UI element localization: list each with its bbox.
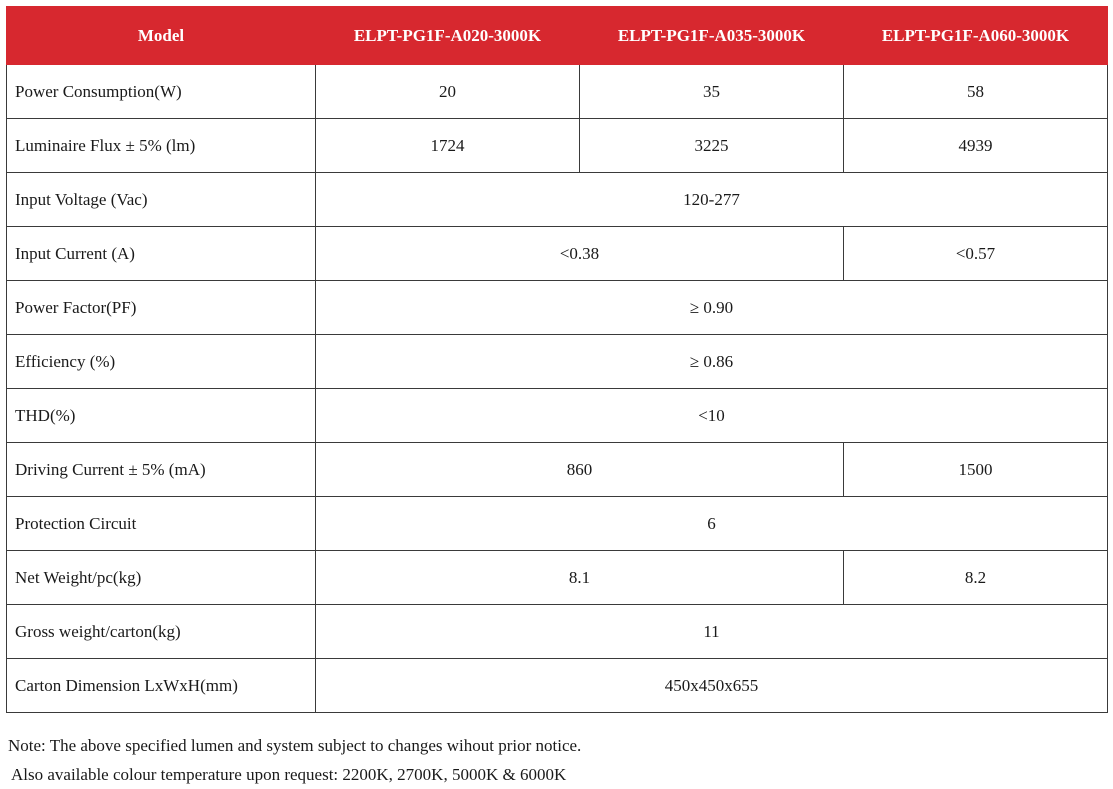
cell-value: 860 (316, 443, 844, 497)
row-label-input-voltage: Input Voltage (Vac) (7, 173, 316, 227)
row-label-carton-dimension: Carton Dimension LxWxH(mm) (7, 659, 316, 713)
table-row (7, 659, 1108, 713)
model-header: Model (7, 7, 316, 65)
row-label-power-consumption: Power Consumption(W) (7, 65, 316, 119)
notes (8, 731, 581, 789)
cell-value: <0.38 (316, 227, 844, 281)
table-row (7, 119, 1108, 173)
cell-value: 450x450x655 (316, 659, 1108, 713)
cell-value: 6 (316, 497, 1108, 551)
cell-value: 8.2 (844, 551, 1108, 605)
row-label-net-weight: Net Weight/pc(kg) (7, 551, 316, 605)
row-label-efficiency: Efficiency (%) (7, 335, 316, 389)
row-label-power-factor: Power Factor(PF) (7, 281, 316, 335)
cell-value: 58 (844, 65, 1108, 119)
row-label-gross-weight: Gross weight/carton(kg) (7, 605, 316, 659)
cell-value: 35 (580, 65, 844, 119)
cell-value: 3225 (580, 119, 844, 173)
table-body (7, 65, 1108, 713)
table-row (7, 227, 1108, 281)
table-row (7, 551, 1108, 605)
row-label-input-current: Input Current (A) (7, 227, 316, 281)
cell-value: 1500 (844, 443, 1108, 497)
table-row (7, 335, 1108, 389)
table-row (7, 497, 1108, 551)
cell-value: <10 (316, 389, 1108, 443)
table-row (7, 605, 1108, 659)
cell-value: <0.57 (844, 227, 1108, 281)
cell-value: ≥ 0.86 (316, 335, 1108, 389)
spec-table (6, 6, 1108, 713)
note-line-1: Note: The above specified lumen and system subject to changes wihout prior notice. (8, 736, 582, 755)
table-row (7, 443, 1108, 497)
row-label-luminaire-flux: Luminaire Flux ± 5% (lm) (7, 119, 316, 173)
cell-value: 4939 (844, 119, 1108, 173)
row-label-protection-circuit: Protection Circuit (7, 497, 316, 551)
cell-value: 11 (316, 605, 1108, 659)
cell-value: 1724 (316, 119, 580, 173)
table-header (7, 7, 1108, 65)
model-a035-header: ELPT-PG1F-A035-3000K (580, 7, 844, 65)
model-a060-header: ELPT-PG1F-A060-3000K (844, 7, 1108, 65)
table-row (7, 281, 1108, 335)
cell-value: 120-277 (316, 173, 1108, 227)
row-label-thd: THD(%) (7, 389, 316, 443)
table-row (7, 65, 1108, 119)
header-row (7, 7, 1108, 65)
cell-value: ≥ 0.90 (316, 281, 1108, 335)
cell-value: 8.1 (316, 551, 844, 605)
cell-value: 20 (316, 65, 580, 119)
row-label-driving-current: Driving Current ± 5% (mA) (7, 443, 316, 497)
model-a020-header: ELPT-PG1F-A020-3000K (316, 7, 580, 65)
table-row (7, 173, 1108, 227)
note-line-2: Also available colour temperature upon request: 2200K, 2700K, 5000K & 6000K (11, 765, 567, 784)
table-row (7, 389, 1108, 443)
